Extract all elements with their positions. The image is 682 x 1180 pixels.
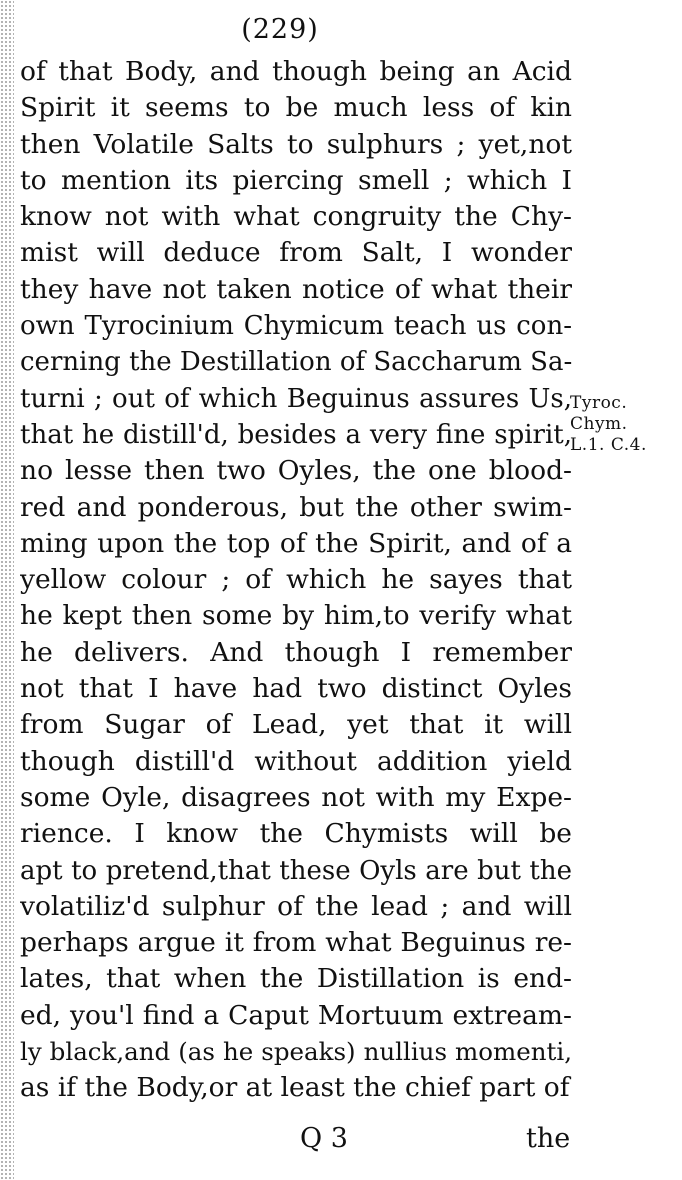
page-gutter xyxy=(0,0,14,1180)
text-line: rience. I know the Chymists will be xyxy=(20,818,572,850)
footer-line xyxy=(0,1119,682,1159)
text-line: cerning the Destillation of Saccharum Sa- xyxy=(20,347,572,378)
catchword: the xyxy=(526,1123,571,1154)
text-line: own Tyrocinium Chymicum teach us con- xyxy=(20,311,572,342)
marginal-note-line: Chym. xyxy=(570,414,628,434)
text-line: he delivers. And though I remember xyxy=(20,636,572,668)
text-line: apt to pretend,that these Oyls are but the xyxy=(20,855,572,886)
text-line: then Volatile Salts to sulphurs ; yet,not xyxy=(20,128,572,160)
text-line: from Sugar of Lead, yet that it will xyxy=(20,709,572,741)
text-line: they have not taken notice of what their xyxy=(20,273,572,305)
text-line: mist will deduce from Salt, I wonder xyxy=(20,237,572,269)
signature-mark: Q 3 xyxy=(300,1123,348,1154)
text-line: yellow colour ; of which he sayes that xyxy=(20,564,572,596)
text-line: of that Body, and though being an Acid xyxy=(20,56,572,87)
text-line: red and ponderous, but the other swim- xyxy=(20,491,572,523)
marginal-note-line: Tyroc. xyxy=(570,393,628,413)
text-line: Spirit it seems to be much less of kin xyxy=(20,92,572,124)
text-line: as if the Body,or at least the chief part of xyxy=(20,1072,570,1104)
text-line: he kept then some by him,to verify what xyxy=(20,600,572,632)
text-line: lates, that when the Distillation is end- xyxy=(20,963,572,995)
page-number: (229) xyxy=(241,14,319,45)
text-line: ed, you'l find a Caput Mortuum extream- xyxy=(20,999,572,1031)
text-line: ming upon the top of the Spirit, and of a xyxy=(20,527,572,559)
text-line: turni ; out of which Beguinus assures Us, xyxy=(20,383,572,414)
text-line: volatiliz'd sulphur of the lead ; and will xyxy=(20,890,572,922)
text-line: not that I have had two distinct Oyles xyxy=(20,673,572,705)
body-text xyxy=(20,54,572,1107)
text-line: some Oyle, disagrees not with my Expe- xyxy=(20,781,572,813)
text-line: though distill'd without addition yield xyxy=(20,745,572,777)
marginal-note xyxy=(570,393,680,456)
text-line: that he distill'd, besides a very fine spirit, xyxy=(20,419,572,450)
text-line: no lesse then two Oyles, the one blood- xyxy=(20,455,572,487)
text-line: ly black,and (as he speaks) nullius momenti, xyxy=(20,1037,572,1067)
marginal-note-line: L.1. C.4. xyxy=(570,435,647,455)
text-line: to mention its piercing smell ; which I xyxy=(20,164,572,196)
text-line: perhaps argue it from what Beguinus re- xyxy=(20,927,572,959)
text-line: know not with what congruity the Chy- xyxy=(20,201,572,233)
